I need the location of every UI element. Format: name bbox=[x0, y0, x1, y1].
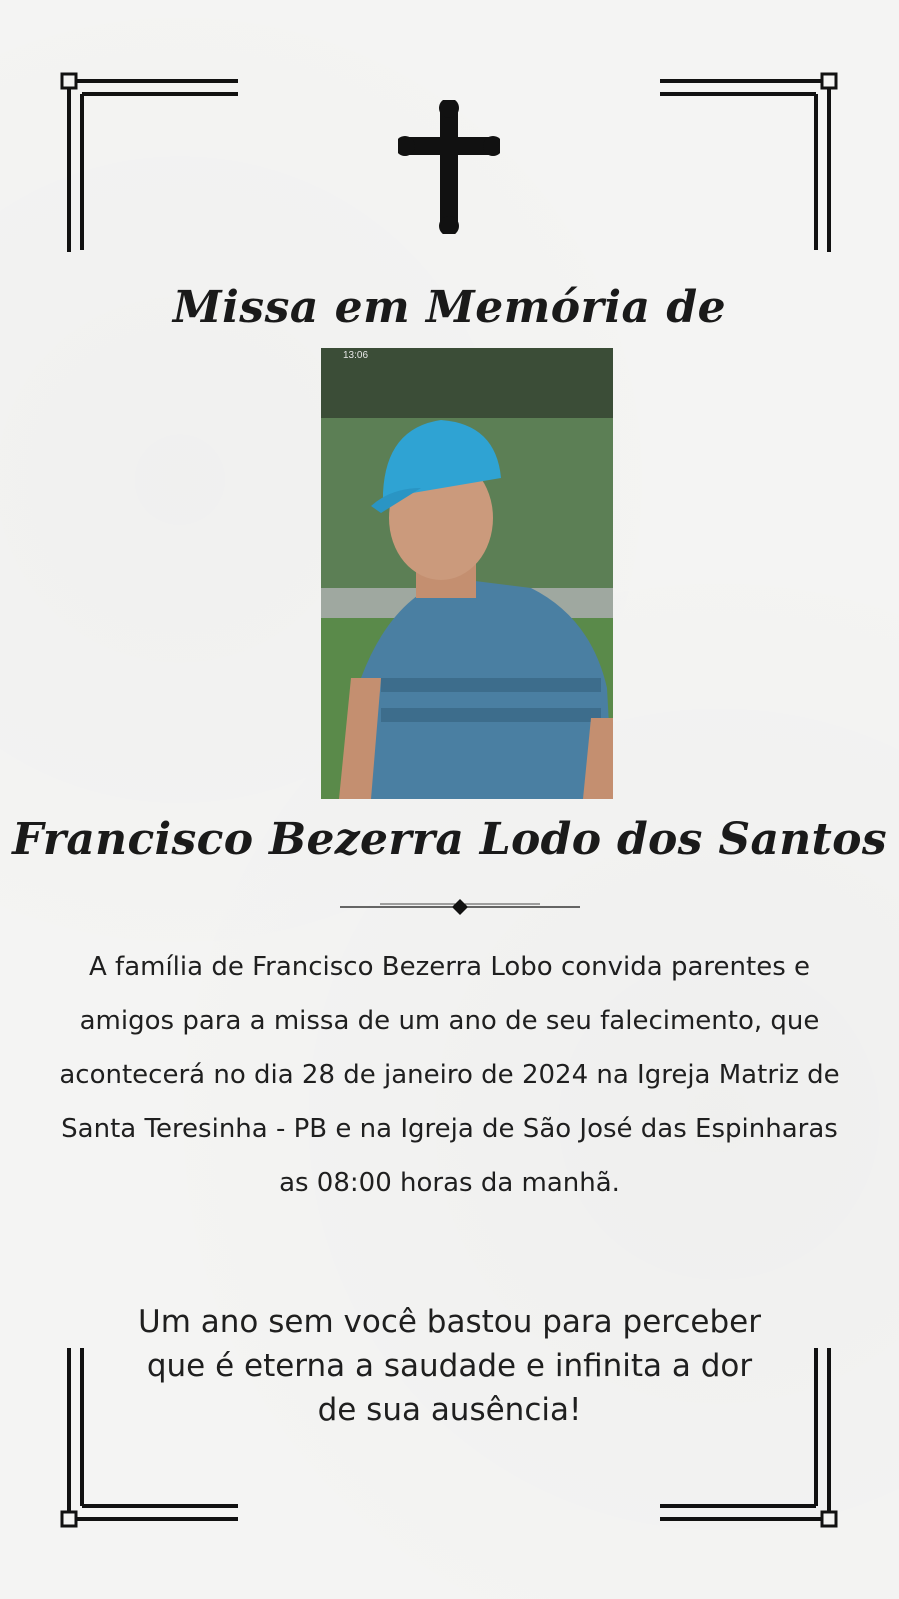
corner-frame-top-left bbox=[60, 72, 250, 262]
page-title: Missa em Memória de bbox=[172, 282, 727, 333]
memorial-quote bbox=[100, 1300, 799, 1432]
quote-line: que é eterna a saudade e infinita a dor bbox=[146, 1348, 753, 1384]
diamond-divider bbox=[340, 897, 580, 917]
corner-frame-top-right bbox=[648, 72, 838, 262]
quote-line: Um ano sem você bastou para perceber bbox=[138, 1304, 761, 1340]
portrait-photo bbox=[321, 348, 613, 799]
quote-line: de sua ausência! bbox=[317, 1392, 582, 1428]
deceased-name: Francisco Bezerra Lodo dos Santos bbox=[12, 814, 887, 865]
invitation-message: A família de Francisco Bezerra Lobo convida parentes e amigos para a missa de um ano de seu falecimento, que acontecerá no dia 28 de janeiro de 2024 na Igreja Matriz de Santa Teresinha - PB e na Igreja de São José das Espinharas as 08:00 horas da manhã. bbox=[59, 952, 840, 1198]
status-bar-time: 13:06 bbox=[343, 350, 369, 361]
cross-icon bbox=[398, 100, 500, 234]
